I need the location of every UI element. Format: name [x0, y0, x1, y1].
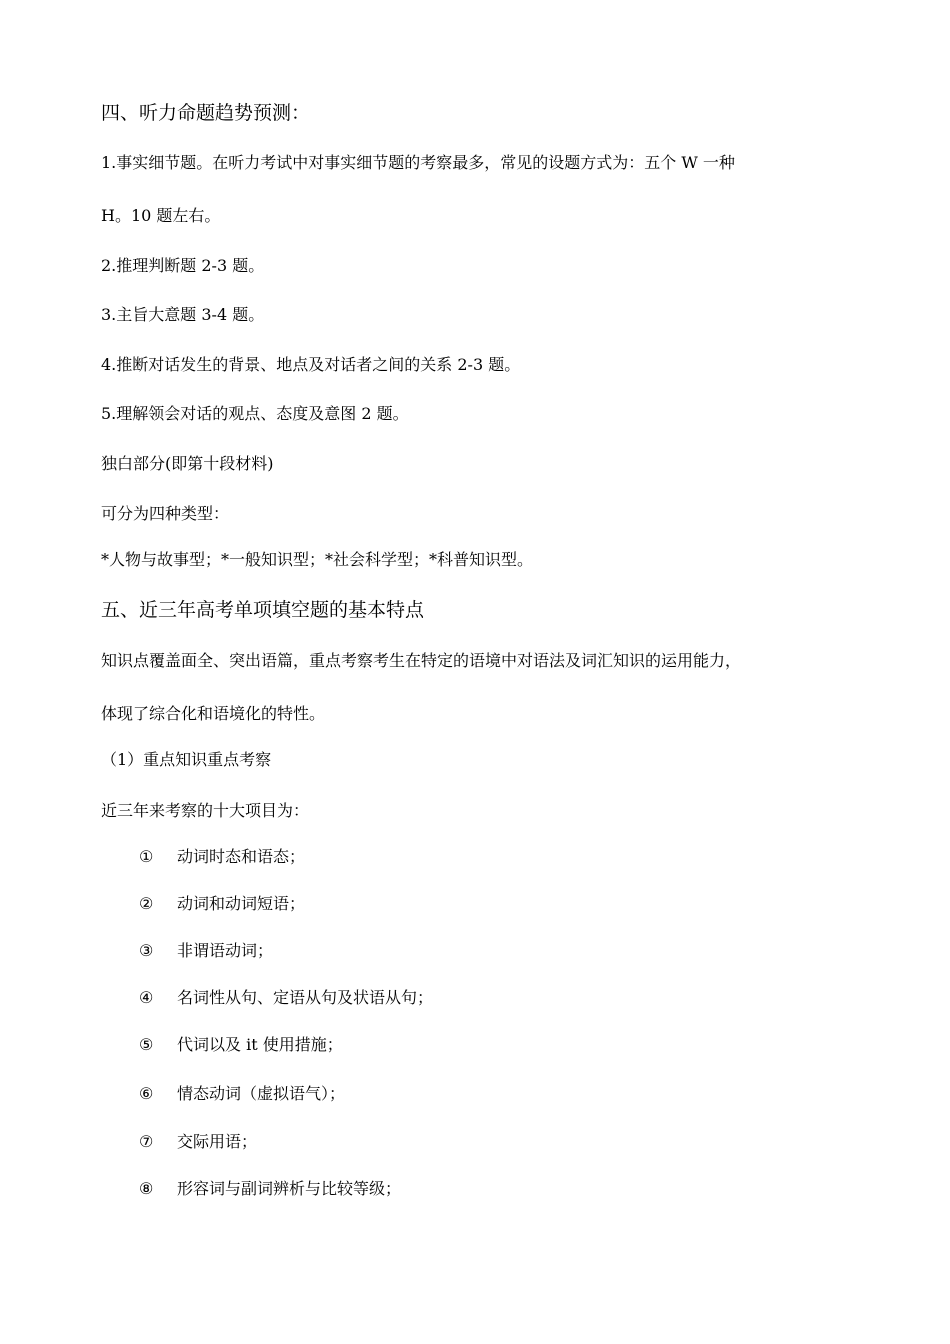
list-item [139, 987, 433, 1009]
list-item-number: ② [139, 894, 154, 913]
section5-list-intro: 近三年来考察的十大项目为： [101, 801, 310, 820]
list-item [139, 846, 305, 868]
list-item-text: 名词性从句、定语从句及状语从句； [177, 988, 434, 1007]
list-item-number: ⑤ [139, 1035, 154, 1054]
list-item-number: ⑦ [139, 1132, 154, 1151]
list-item-text: 情态动词（虚拟语气）； [177, 1084, 346, 1103]
list-item-text: 非谓语动词； [177, 941, 274, 960]
list-item-text: 动词时态和语态； [177, 847, 306, 866]
section4-types: *人物与故事型；*一般知识型；*社会科学型；*科普知识型。 [101, 550, 534, 569]
section5-para-line2: 体现了综合化和语境化的特性。 [101, 704, 326, 723]
list-item-text: 动词和动词短语； [177, 894, 306, 913]
section4-monologue: 独白部分(即第十段材料) [101, 454, 274, 473]
section4-item2: 2.推理判断题 2-3 题。 [101, 256, 265, 275]
section4-types-intro: 可分为四种类型： [101, 504, 230, 523]
list-item-text: 形容词与副词辨析与比较等级； [177, 1179, 402, 1198]
list-item [139, 1178, 401, 1200]
list-item [139, 1083, 345, 1105]
list-item [139, 1131, 257, 1153]
list-item-number: ⑥ [139, 1084, 154, 1103]
section5-sub1: （1）重点知识重点考察 [101, 750, 272, 769]
list-item-number: ④ [139, 988, 154, 1007]
section5-para-line1: 知识点覆盖面全、突出语篇，重点考察考生在特定的语境中对语法及词汇知识的运用能力， [101, 651, 742, 670]
section5-heading: 五、近三年高考单项填空题的基本特点 [101, 599, 425, 621]
section4-para1-line2: H。10 题左右。 [101, 206, 221, 225]
list-item-text: 交际用语； [177, 1132, 258, 1151]
section4-para1-line1: 1.事实细节题。在听力考试中对事实细节题的考察最多，常见的设题方式为：五个 W 一种 [101, 153, 735, 172]
section4-item5: 5.理解领会对话的观点、态度及意图 2 题。 [101, 404, 409, 423]
section4-item4: 4.推断对话发生的背景、地点及对话者之间的关系 2-3 题。 [101, 355, 521, 374]
list-item-number: ① [139, 847, 154, 866]
section4-item3: 3.主旨大意题 3-4 题。 [101, 305, 265, 324]
list-item [139, 1034, 343, 1056]
list-item [139, 893, 305, 915]
list-item [139, 940, 273, 962]
list-item-number: ③ [139, 941, 154, 960]
list-item-text: 代词以及 it 使用措施； [177, 1035, 343, 1054]
section4-heading: 四、听力命题趋势预测： [101, 102, 311, 124]
list-item-number: ⑧ [139, 1179, 154, 1198]
